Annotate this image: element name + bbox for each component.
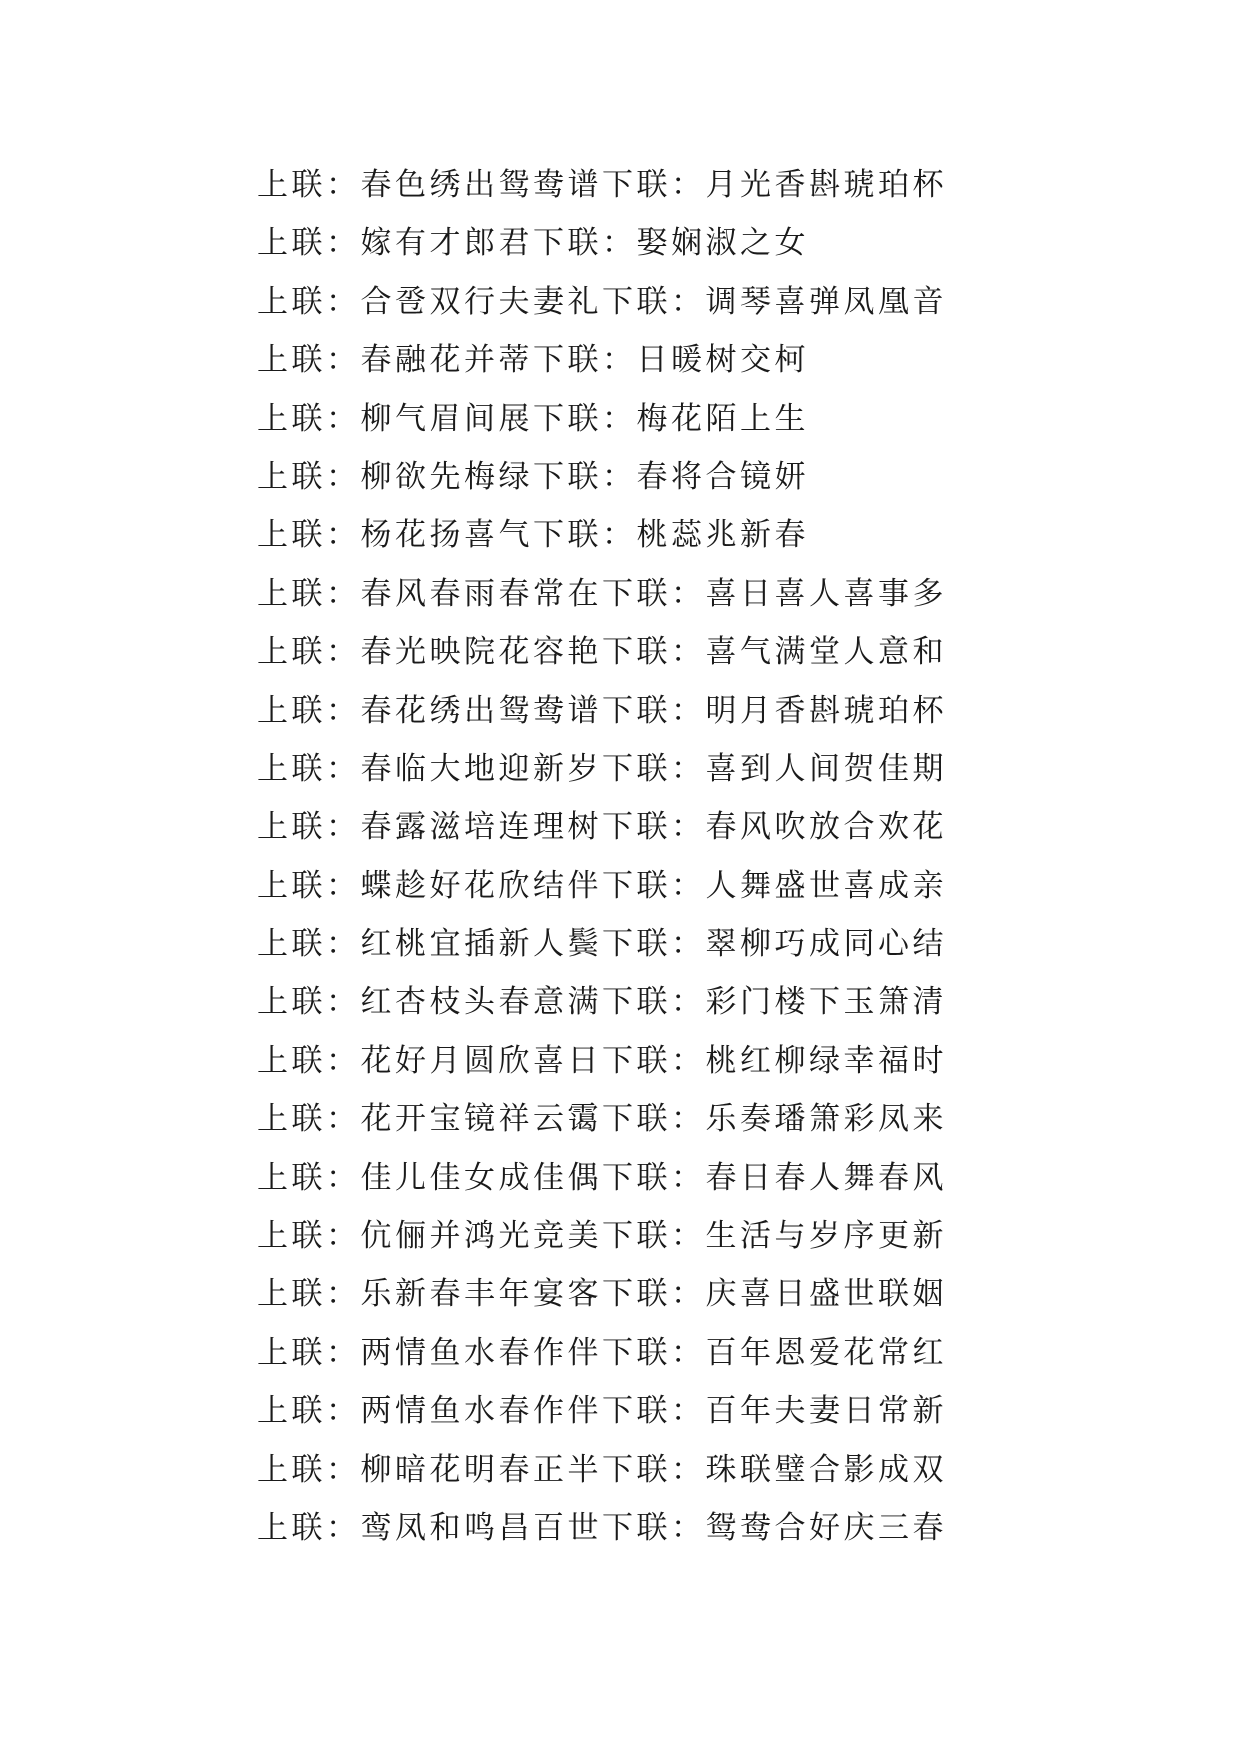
- couplet-line: 上联：花开宝镜祥云霭下联：乐奏璠箫彩凤来: [257, 1101, 947, 1138]
- couplet-line: 上联：乐新春丰年宴客下联：庆喜日盛世联姻: [257, 1276, 947, 1313]
- couplet-line: 上联：杨花扬喜气下联：桃蕊兆新春: [257, 517, 809, 554]
- couplet-line: 上联：伉俪并鸿光竞美下联：生活与岁序更新: [257, 1218, 947, 1255]
- couplet-line: 上联：柳气眉间展下联：梅花陌上生: [257, 400, 809, 437]
- couplet-list: [257, 156, 1017, 1557]
- couplet-line: 上联：春花绣出鸳鸯谱下联：明月香斟琥珀杯: [257, 692, 947, 729]
- couplet-line: 上联：春临大地迎新岁下联：喜到人间贺佳期: [257, 750, 947, 787]
- couplet-line: 上联：鸾凤和鸣昌百世下联：鸳鸯合好庆三春: [257, 1509, 947, 1546]
- couplet-line: 上联：柳欲先梅绿下联：春将合镜妍: [257, 458, 809, 495]
- couplet-line: 上联：合卺双行夫妻礼下联：调琴喜弹凤凰音: [257, 283, 947, 320]
- couplet-line: 上联：两情鱼水春作伴下联：百年恩爱花常红: [257, 1334, 947, 1371]
- couplet-line: 上联：红桃宜插新人鬓下联：翠柳巧成同心结: [257, 926, 947, 963]
- couplet-line: 上联：嫁有才郎君下联：娶娴淑之女: [257, 225, 809, 262]
- couplet-line: 上联：柳暗花明春正半下联：珠联璧合影成双: [257, 1451, 947, 1488]
- couplet-line: 上联：春露滋培连理树下联：春风吹放合欢花: [257, 809, 947, 846]
- couplet-line: 上联：蝶趁好花欣结伴下联：人舞盛世喜成亲: [257, 867, 947, 904]
- couplet-line: 上联：春融花并蒂下联：日暖树交柯: [257, 342, 809, 379]
- couplet-line: 上联：红杏枝头春意满下联：彩门楼下玉箫清: [257, 984, 947, 1021]
- couplet-line: 上联：春风春雨春常在下联：喜日喜人喜事多: [257, 575, 947, 612]
- couplet-line: 上联：春色绣出鸳鸯谱下联：月光香斟琥珀杯: [257, 167, 947, 203]
- couplet-line: 上联：两情鱼水春作伴下联：百年夫妻日常新: [257, 1393, 947, 1430]
- couplet-line: 上联：花好月圆欣喜日下联：桃红柳绿幸福时: [257, 1042, 947, 1079]
- couplet-line: 上联：春光映院花容艳下联：喜气满堂人意和: [257, 634, 947, 671]
- couplet-line: 上联：佳儿佳女成佳偶下联：春日春人舞春风: [257, 1159, 947, 1196]
